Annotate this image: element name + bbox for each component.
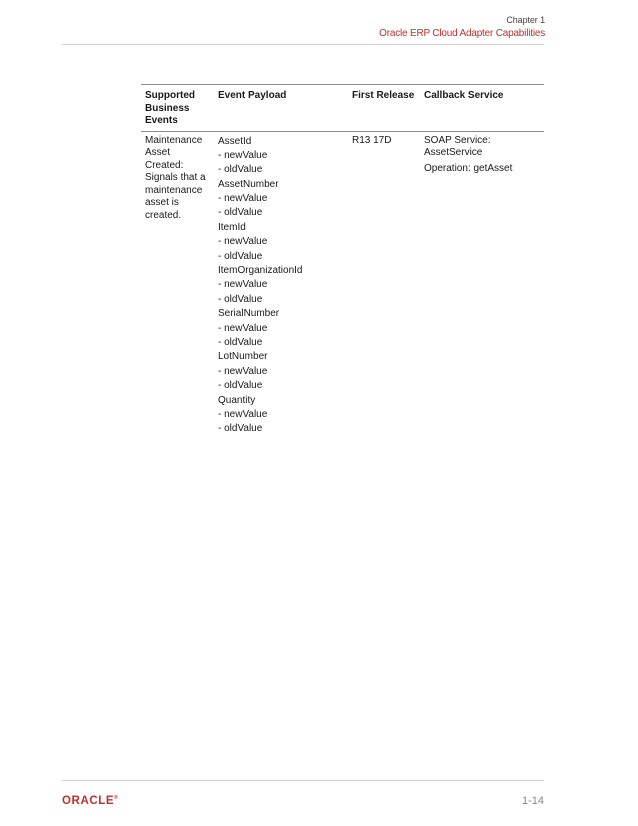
payload-item: SerialNumber bbox=[218, 308, 280, 320]
payload-item: - oldValue bbox=[218, 164, 263, 176]
payload-item: AssetNumber bbox=[218, 178, 279, 190]
payload-item: - newValue bbox=[218, 408, 268, 420]
payload-item: - newValue bbox=[218, 193, 268, 205]
payload-item: ItemOrganizationId bbox=[218, 265, 303, 277]
payload-item: - newValue bbox=[218, 236, 268, 248]
payload-item: AssetId bbox=[218, 135, 252, 147]
callback-service-cell bbox=[420, 131, 544, 441]
payload-item: - oldValue bbox=[218, 207, 263, 219]
table-row bbox=[141, 131, 544, 441]
page-number: 1-14 bbox=[521, 795, 544, 807]
payload-item: LotNumber bbox=[218, 351, 268, 363]
column-header-callback: Callback Service bbox=[420, 85, 544, 132]
payload-item: - oldValue bbox=[218, 380, 263, 392]
payload-item: - oldValue bbox=[218, 293, 263, 305]
payload-item: - newValue bbox=[218, 365, 268, 377]
event-description: Maintenance Asset Created: Signals that a maintenance asset is created. bbox=[145, 134, 206, 221]
footer-divider bbox=[62, 780, 544, 781]
page-header bbox=[379, 15, 545, 39]
payload-item: Quantity bbox=[218, 394, 256, 406]
payload-item: - oldValue bbox=[218, 423, 263, 435]
event-payload-cell bbox=[214, 131, 348, 441]
chapter-label: Chapter 1 bbox=[506, 15, 545, 25]
payload-item: - newValue bbox=[218, 279, 268, 291]
oracle-logo: ORACLE® bbox=[62, 795, 118, 807]
header-divider bbox=[62, 44, 544, 45]
payload-item: - oldValue bbox=[218, 250, 263, 262]
table-header-row bbox=[141, 85, 544, 132]
column-header-payload: Event Payload bbox=[214, 85, 348, 132]
oracle-logo-text: ORACLE bbox=[62, 795, 115, 807]
payload-item: - oldValue bbox=[218, 336, 263, 348]
callback-operation: Operation: getAsset bbox=[424, 162, 513, 174]
column-header-events: Supported Business Events bbox=[141, 85, 214, 132]
first-release: R13 17D bbox=[352, 134, 392, 146]
business-events-table bbox=[141, 84, 544, 441]
payload-item: - newValue bbox=[218, 322, 268, 334]
payload-item: ItemId bbox=[218, 221, 246, 233]
chapter-title: Oracle ERP Cloud Adapter Capabilities bbox=[379, 28, 545, 39]
column-header-release: First Release bbox=[348, 85, 420, 132]
callback-soap-service: SOAP Service: AssetService bbox=[424, 134, 491, 158]
payload-item: - newValue bbox=[218, 149, 268, 161]
